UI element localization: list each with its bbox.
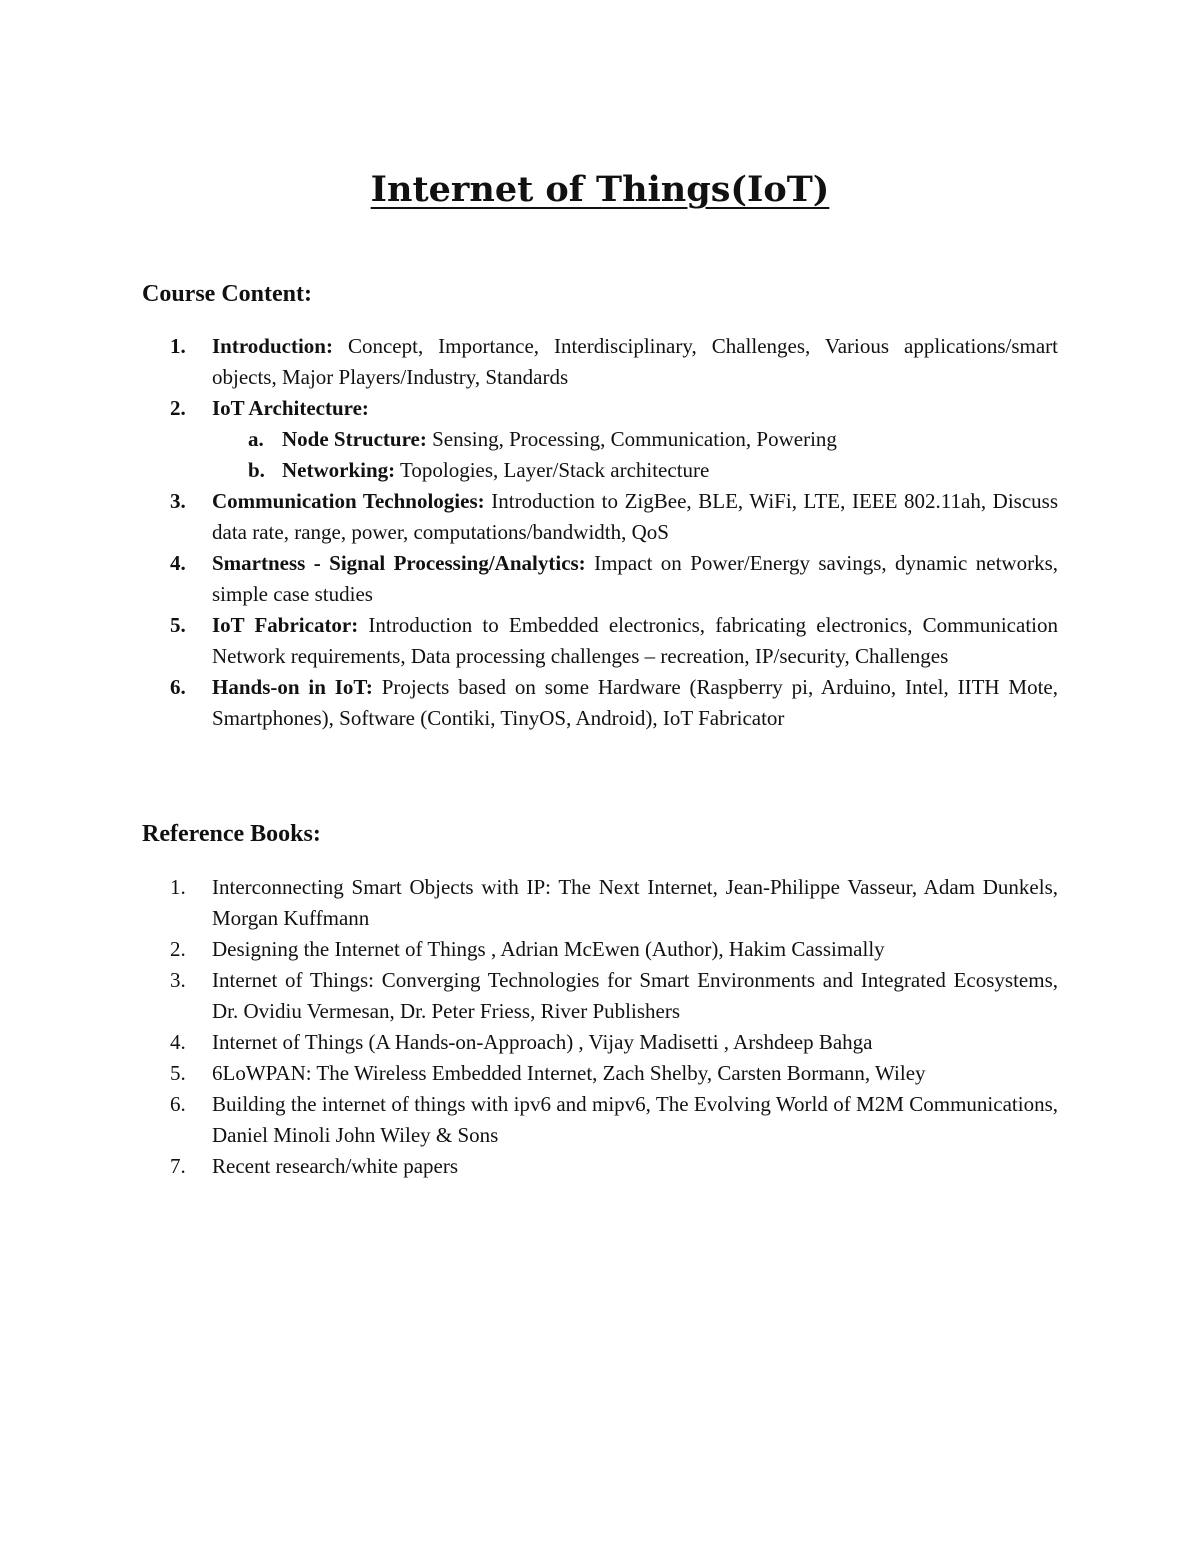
reference-item [142, 934, 1058, 965]
item-number: 1. [170, 875, 186, 899]
item-number: 4. [170, 551, 186, 575]
course-item-iot-fabricator [142, 610, 1058, 672]
item-number: 5. [170, 613, 186, 637]
item-number: 7. [170, 1154, 186, 1178]
reference-item [142, 1151, 1058, 1182]
item-text: Projects based on some Hardware (Raspberry pi, Arduino, Intel, IITH Mote, Smartphones), Software (Contiki, TinyOS, Android), IoT Fabricator [212, 675, 1058, 730]
subitem-node-structure [212, 424, 1058, 455]
item-number: 3. [170, 968, 186, 992]
item-lead: Hands-on in IoT: [212, 675, 373, 699]
item-lead: Introduction: [212, 334, 333, 358]
reference-books-heading: Reference Books: [142, 821, 321, 847]
item-number: 1. [170, 334, 186, 358]
course-item-iot-architecture [142, 393, 1058, 486]
item-text: 6LoWPAN: The Wireless Embedded Internet, Zach Shelby, Carsten Bormann, Wiley [212, 1061, 926, 1085]
course-item-introduction [142, 331, 1058, 393]
item-number: 2. [170, 396, 186, 420]
item-text: Internet of Things (A Hands-on-Approach) , Vijay Madisetti , Arshdeep Bahga [212, 1030, 873, 1054]
item-text: Impact on Power/Energy savings, dynamic networks, simple case studies [212, 551, 1059, 606]
item-text: Designing the Internet of Things , Adrian McEwen (Author), Hakim Cassimally [212, 937, 885, 961]
item-number: 5. [170, 1061, 186, 1085]
item-text: Concept, Importance, Interdisciplinary, Challenges, Various applications/smart objects, Major Players/Industry, Standards [212, 334, 1058, 389]
subitem-letter: b. [248, 458, 265, 482]
course-content-heading: Course Content: [142, 281, 312, 307]
item-text: Interconnecting Smart Objects with IP: The Next Internet, Jean-Philippe Vasseur, Adam Dunkels, Morgan Kuffmann [212, 875, 1058, 930]
subitem-letter: a. [248, 427, 264, 451]
reference-item [142, 965, 1058, 1027]
item-number: 4. [170, 1030, 186, 1054]
item-lead: Communication Technologies: [212, 489, 485, 513]
item-number: 6. [170, 675, 186, 699]
subitem-text: Sensing, Processing, Communication, Powering [426, 427, 837, 451]
reference-item [142, 1058, 1058, 1089]
subitem-networking [212, 455, 1058, 486]
course-content-list [142, 331, 1058, 734]
reference-item [142, 1027, 1058, 1058]
reference-item [142, 1089, 1058, 1151]
item-text: Recent research/white papers [212, 1154, 459, 1178]
architecture-sublist [212, 424, 1058, 486]
subitem-lead: Node Structure: [282, 427, 427, 451]
item-lead: IoT Architecture: [212, 396, 369, 420]
course-item-communication-technologies [142, 486, 1058, 548]
item-number: 2. [170, 937, 186, 961]
subitem-text: Topologies, Layer/Stack architecture [395, 458, 710, 482]
item-number: 6. [170, 1092, 186, 1116]
course-item-smartness [142, 548, 1058, 610]
reference-books-list [142, 872, 1058, 1182]
item-lead: Smartness - Signal Processing/Analytics: [212, 551, 586, 575]
item-number: 3. [170, 489, 186, 513]
document-title: Internet of Things(IoT) [370, 169, 830, 210]
item-text: Introduction to ZigBee, BLE, WiFi, LTE, IEEE 802.11ah, Discuss data rate, range, power, computations/bandwidth, QoS [212, 489, 1059, 544]
item-text: Internet of Things: Converging Technologies for Smart Environments and Integrated Ecosystems, Dr. Ovidiu Vermesan, Dr. Peter Friess, River Publishers [212, 968, 1058, 1023]
item-text: Introduction to Embedded electronics, fabricating electronics, Communication Network requirements, Data processing challenges – recreation, IP/security, Challenges [212, 613, 1058, 668]
subitem-lead: Networking: [282, 458, 396, 482]
item-lead: IoT Fabricator: [212, 613, 359, 637]
item-text: Building the internet of things with ipv6 and mipv6, The Evolving World of M2M Communications, Daniel Minoli John Wiley & Sons [212, 1092, 1058, 1147]
reference-item [142, 872, 1058, 934]
course-item-hands-on [142, 672, 1058, 734]
